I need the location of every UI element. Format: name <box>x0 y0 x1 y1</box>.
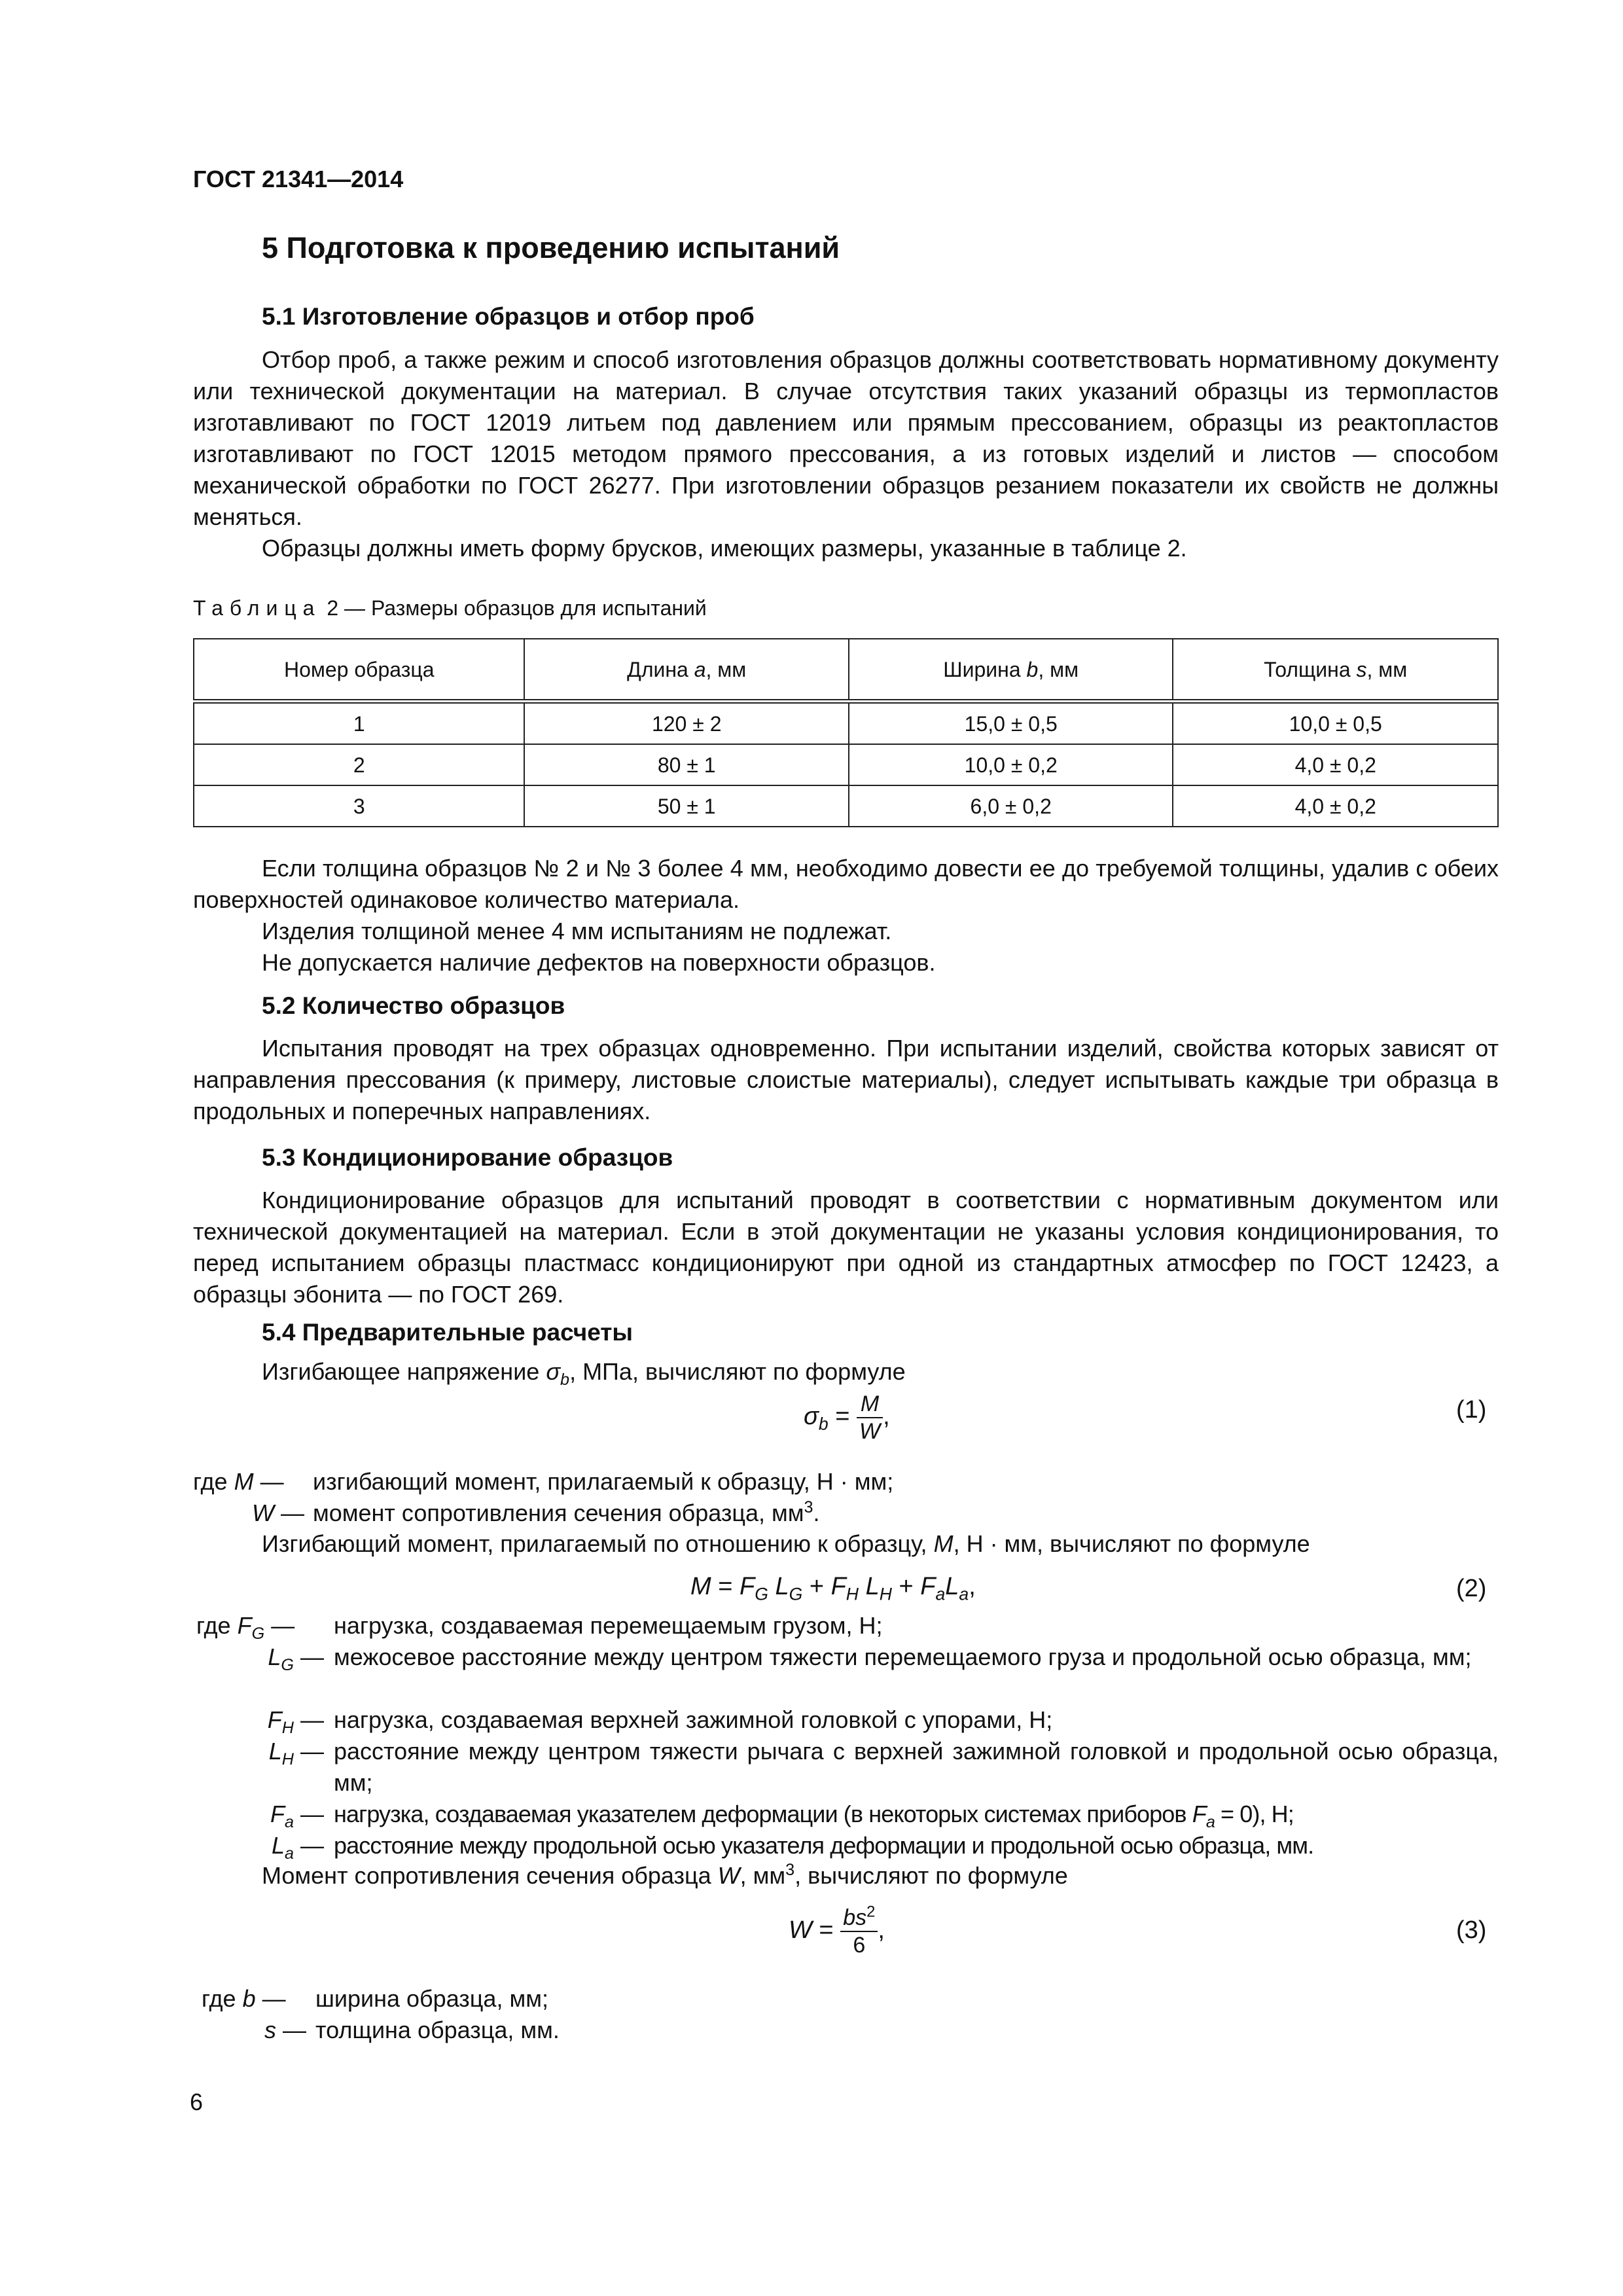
symbol: s <box>264 2017 276 2043</box>
paragraph: Изделия толщиной менее 4 мм испытаниям не подлежат. <box>262 918 892 944</box>
fraction-numerator: M <box>857 1391 883 1418</box>
symbol-subscript: G <box>251 1624 265 1643</box>
definition-symbol: $F_a$ — <box>270 1801 324 1832</box>
symbol-subscript: b <box>560 1371 570 1390</box>
definition-text: нагрузка, создаваемая верхней зажимной головкой с упорами, Н; <box>334 1706 1053 1733</box>
formula-lhs-subscript: b <box>818 1414 829 1434</box>
table-caption <box>193 592 707 624</box>
definition-row <box>0 1983 1623 2015</box>
table-caption-label: Таблица <box>193 596 321 620</box>
table-cell: 80 ± 1 <box>524 744 848 785</box>
symbol: M <box>933 1530 954 1557</box>
header-symbol: a <box>694 657 706 681</box>
subsection-title-5-2: 5.2 Количество образцов <box>262 992 565 1019</box>
table-cell: 4,0 ± 0,2 <box>1173 744 1498 785</box>
paragraph-5-1-text <box>193 344 1499 564</box>
definition-text: расстояние между центром тяжести рычага с верхней зажимной головкой и продольной осью образца, мм; <box>334 1738 1499 1796</box>
table-row <box>194 744 1498 785</box>
paragraph: Образцы должны иметь форму брусков, имеющих размеры, указанные в таблице 2. <box>262 535 1187 562</box>
definition-row <box>0 1704 1623 1736</box>
table-cell: 50 ± 1 <box>524 785 848 827</box>
text: нагрузка, создаваемая указателем деформации (в некоторых системах приборов <box>334 1801 1192 1827</box>
formula-2-intro <box>262 1528 1310 1560</box>
text: , МПа, вычисляют по формуле <box>569 1358 906 1385</box>
symbol: W <box>717 1862 740 1889</box>
symbol: L <box>271 1832 285 1859</box>
symbol: F <box>237 1612 252 1639</box>
fraction-denominator: W <box>859 1419 881 1444</box>
text: момент сопротивления сечения образца, мм <box>313 1499 804 1526</box>
superscript: 3 <box>804 1498 813 1516</box>
equation-number-1: (1) <box>1456 1396 1487 1424</box>
table-cell: 10,0 ± 0,5 <box>1173 702 1498 745</box>
table-cell: 10,0 ± 0,2 <box>849 744 1173 785</box>
header-text: Толщина <box>1264 657 1357 681</box>
paragraph: Не допускается наличие дефектов на поверхности образцов. <box>262 949 936 976</box>
fraction <box>857 1391 883 1444</box>
header-symbol: b <box>1026 657 1039 681</box>
fraction-numerator <box>840 1905 878 1932</box>
numerator-text: bs <box>843 1905 867 1930</box>
definition-row <box>0 1498 1623 1529</box>
text: , мм <box>740 1862 786 1889</box>
text: Изгибающий момент, прилагаемый по отношению к образцу, <box>262 1530 934 1557</box>
definition-symbol: где M — <box>193 1468 284 1495</box>
subsection-title-5-3: 5.3 Кондиционирование образцов <box>262 1144 673 1171</box>
definition-symbol: $L_G$ — <box>268 1643 324 1675</box>
fraction <box>840 1905 878 1958</box>
text: , Н · мм, вычисляют по формуле <box>953 1530 1310 1557</box>
superscript: 3 <box>785 1861 795 1879</box>
symbol: σ <box>546 1358 561 1385</box>
symbol-subscript: H <box>281 1719 294 1738</box>
formula-3-intro <box>262 1860 1068 1892</box>
table-cell: 120 ± 2 <box>524 702 848 745</box>
text: Изгибающее напряжение <box>262 1358 546 1385</box>
header-text: Длина <box>627 657 694 681</box>
symbol: W <box>252 1499 274 1526</box>
definition-row <box>0 1641 1623 1704</box>
definition-row <box>0 1610 1623 1641</box>
symbol-subscript: a <box>284 1813 294 1832</box>
equation-number-3: (3) <box>1456 1916 1487 1944</box>
table-cell: 3 <box>194 785 524 827</box>
formula-2: $M = F_G$ $L_G + F_H$ $L_H + F_aL_a$, <box>690 1573 976 1604</box>
equation-number-2: (2) <box>1456 1575 1487 1602</box>
column-header <box>524 639 848 702</box>
definition-row <box>0 1736 1623 1799</box>
symbol: F <box>270 1801 285 1827</box>
definition-text: нагрузка, создаваемая перемещаемым грузом, Н; <box>334 1612 883 1639</box>
numerator-exponent: 2 <box>866 1903 876 1921</box>
definition-symbol: s — <box>264 2017 306 2043</box>
definition-row <box>0 1830 1623 1861</box>
paragraph-5-2-text <box>193 1033 1499 1127</box>
fraction-denominator: 6 <box>853 1933 866 1958</box>
definition-symbol: $F_H$ — <box>267 1706 324 1738</box>
definition-text <box>313 1498 1497 1529</box>
symbol: b <box>242 1985 256 2012</box>
formula-3: W = $\frac{bs^2}{6}$ , <box>789 1903 885 1958</box>
paragraph: Отбор проб, а также режим и способ изготовления образцов должны соответствовать нормативному документу или технической документации на материал. В случае отсутствия таких указаний образцы из термопластов изготавливают по ГОСТ 12019 литьем под давлением или прямым прессованием, образцы из реактопластов изготавливают по ГОСТ 12015 методом прямого прессования, а из готовых изделий и листов — способом механической обработки по ГОСТ 26277. При изготовлении образцов резанием показатели их свойств не должны меняться. <box>193 346 1499 530</box>
definition-symbol: W — <box>252 1499 304 1526</box>
column-header: Номер образца <box>194 639 524 702</box>
column-header <box>849 639 1173 702</box>
table-cell: 6,0 ± 0,2 <box>849 785 1173 827</box>
column-header <box>1173 639 1498 702</box>
definition-text: толщина образца, мм. <box>315 2017 560 2043</box>
text: Момент сопротивления сечения образца <box>262 1862 718 1889</box>
formula-1-intro <box>262 1356 906 1388</box>
standard-code: ГОСТ 21341—2014 <box>193 166 404 192</box>
table-cell: 15,0 ± 0,5 <box>849 702 1173 745</box>
paragraph-after-table <box>193 853 1499 978</box>
where-word: где <box>193 1468 228 1495</box>
paragraph: Испытания проводят на трех образцах одновременно. При испытании изделий, свойства которых зависят от направления прессования (к примеру, листовые слоистые материалы), следует испытывать каждые три образца в продольных и поперечных направлениях. <box>193 1035 1499 1124</box>
header-unit: , мм <box>1366 657 1408 681</box>
page-number: 6 <box>190 2089 204 2115</box>
specimen-size-table <box>193 638 1499 827</box>
header-unit: , мм <box>705 657 747 681</box>
section-title: 5 Подготовка к проведению испытаний <box>262 231 840 264</box>
definition-symbol: где b — <box>202 1985 286 2012</box>
formula-lhs: M <box>690 1573 711 1600</box>
definition-symbol: $L_H$ — <box>268 1738 324 1769</box>
subsection-title-5-1: 5.1 Изготовление образцов и отбор проб <box>262 303 755 330</box>
symbol-subscript: a <box>1205 1813 1215 1832</box>
definition-row <box>0 2015 1623 2046</box>
table-cell: 1 <box>194 702 524 745</box>
symbol: F <box>267 1706 282 1733</box>
header-symbol: s <box>1356 657 1367 681</box>
header-unit: , мм <box>1038 657 1079 681</box>
definition-row <box>0 1799 1623 1830</box>
definition-row <box>0 1466 1623 1498</box>
definition-text: расстояние между продольной осью указателя деформации и продольной осью образца, мм. <box>334 1832 1314 1859</box>
where-word: где <box>202 1985 236 2012</box>
formula-lhs: σ <box>804 1403 819 1431</box>
text: = 0), Н; <box>1214 1801 1294 1827</box>
symbol: L <box>268 1738 282 1765</box>
formula-lhs: W <box>789 1916 812 1945</box>
definition-text: ширина образца, мм; <box>315 1985 548 2012</box>
symbol-subscript: a <box>284 1844 294 1863</box>
header-text: Ширина <box>943 657 1027 681</box>
paragraph: Кондиционирование образцов для испытаний проводят в соответствии с нормативным документом или технической документацией на материал. Если в этой документации не указаны условия кондиционирования, то перед испытанием образцы пластмасс кондиционируют при одной из стандартных атмосфер по ГОСТ 12423, а образцы эбонита — по ГОСТ 269. <box>193 1187 1499 1308</box>
paragraph: Если толщина образцов № 2 и № 3 более 4 мм, необходимо довести ее до требуемой толщины, удалив с обеих поверхностей одинаковое количество материала. <box>193 855 1499 913</box>
where-word: где <box>196 1612 231 1639</box>
table-header-row <box>194 639 1498 702</box>
table-cell: 2 <box>194 744 524 785</box>
definition-text: изгибающий момент, прилагаемый к образцу, Н · мм; <box>313 1468 894 1495</box>
definition-text: межосевое расстояние между центром тяжести перемещаемого груза и продольной осью образца, мм; <box>334 1643 1472 1670</box>
symbol-subscript: G <box>281 1656 294 1675</box>
symbol-subscript: H <box>281 1750 294 1769</box>
paragraph-5-3-text <box>193 1185 1499 1310</box>
table-cell: 4,0 ± 0,2 <box>1173 785 1498 827</box>
definition-symbol: $L_a$ — <box>271 1832 324 1863</box>
text: . <box>813 1499 820 1526</box>
table-row <box>194 702 1498 745</box>
formula-1: $\sigma_b$ = $\frac{M}{W}$ , <box>804 1391 890 1444</box>
table-row <box>194 785 1498 827</box>
text: , вычисляют по формуле <box>794 1862 1068 1889</box>
table-caption-text: 2 — Размеры образцов для испытаний <box>321 596 707 620</box>
definition-symbol: где $F_G$ — <box>196 1612 295 1643</box>
definition-text <box>334 1799 1505 1830</box>
symbol: L <box>268 1643 281 1670</box>
subsection-title-5-4: 5.4 Предварительные расчеты <box>262 1319 633 1346</box>
symbol: F <box>1192 1801 1206 1827</box>
symbol: M <box>234 1468 254 1495</box>
